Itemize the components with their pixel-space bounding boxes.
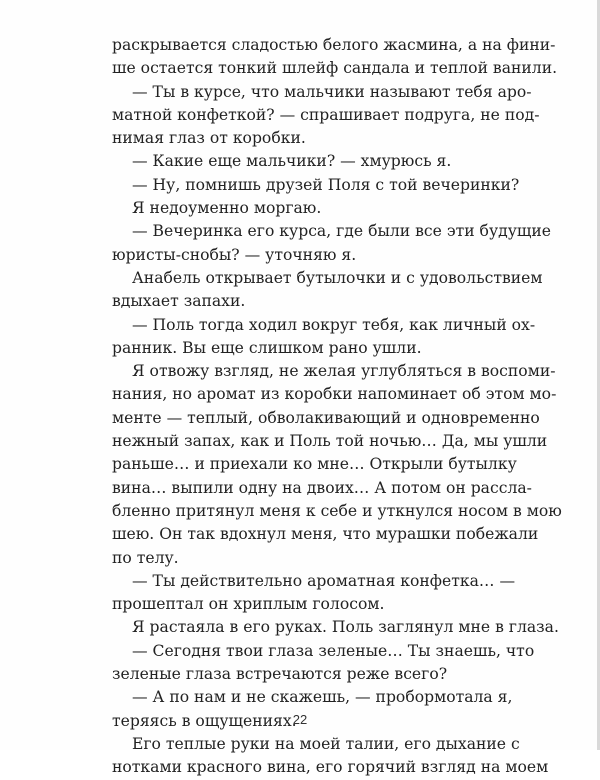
text-line: Я растаяла в его руках. Поль заглянул мне в глаза. xyxy=(132,618,559,637)
text-line: — Ты в курсе, что мальчики называют тебя аро- xyxy=(132,82,532,101)
text-line: матной конфеткой? — спрашивает подруга, не под- xyxy=(112,105,540,124)
text-line: вдыхает запахи. xyxy=(112,292,246,311)
text-line: ранник. Вы еще слишком рано ушли. xyxy=(112,338,422,357)
text-line: вина… выпили одну на двоих… А потом он рассла- xyxy=(112,478,532,497)
text-line: прошептал он хриплым голосом. xyxy=(112,595,385,614)
text-line: Я недоуменно моргаю. xyxy=(132,199,322,218)
text-line: — Поль тогда ходил вокруг тебя, как личный ох- xyxy=(132,315,536,334)
text-line: Его теплые руки на моей талии, его дыхание с xyxy=(132,734,520,753)
text-line: ше остается тонкий шлейф сандала и теплой ванили. xyxy=(112,59,558,78)
text-line: зеленые глаза встречаются реже всего? xyxy=(112,665,448,684)
text-line: — Ты действительно ароматная конфетка… — xyxy=(132,571,516,590)
text-line: нания, но аромат из коробки напоминает об этом мо- xyxy=(112,385,557,404)
text-line: — Ну, помнишь друзей Поля с той вечеринки? xyxy=(132,175,520,194)
text-line: Анабель открывает бутылочки и с удовольствием xyxy=(132,268,543,287)
page-number: 22 xyxy=(292,712,308,727)
text-line: теряясь в ощущениях. xyxy=(112,711,297,730)
text-line: — А по нам и не скажешь, — пробормотала я, xyxy=(132,688,513,707)
text-line: раньше… и приехали ко мне… Открыли бутылку xyxy=(112,455,517,474)
text-line: раскрывается сладостью белого жасмина, а на фини- xyxy=(112,36,556,54)
text-line: — Вечеринка его курса, где были все эти будущие xyxy=(132,222,552,241)
text-line: — Сегодня твои глаза зеленые… Ты знаешь, что xyxy=(132,641,535,660)
text-line: Я отвожу взгляд, не желая углубляться в воспоми- xyxy=(132,362,556,381)
body-text xyxy=(112,34,562,780)
text-line: — Какие еще мальчики? — хмурюсь я. xyxy=(132,152,452,171)
text-line: нимая глаз от коробки. xyxy=(112,129,306,148)
text-line: менте — теплый, обволакивающий и одновременно xyxy=(112,408,540,427)
text-line: бленно притянул меня к себе и уткнулся носом в мою xyxy=(112,501,562,520)
text-line: нотками красного вина, его горячий взгляд на моем xyxy=(112,758,549,777)
text-line: юристы-снобы? — уточняю я. xyxy=(112,245,357,264)
text-line: по телу. xyxy=(112,548,179,567)
text-line: нежный запах, как и Поль той ночью… Да, мы ушли xyxy=(112,432,548,451)
text-line: шею. Он так вдохнул меня, что мурашки побежали xyxy=(112,525,539,544)
